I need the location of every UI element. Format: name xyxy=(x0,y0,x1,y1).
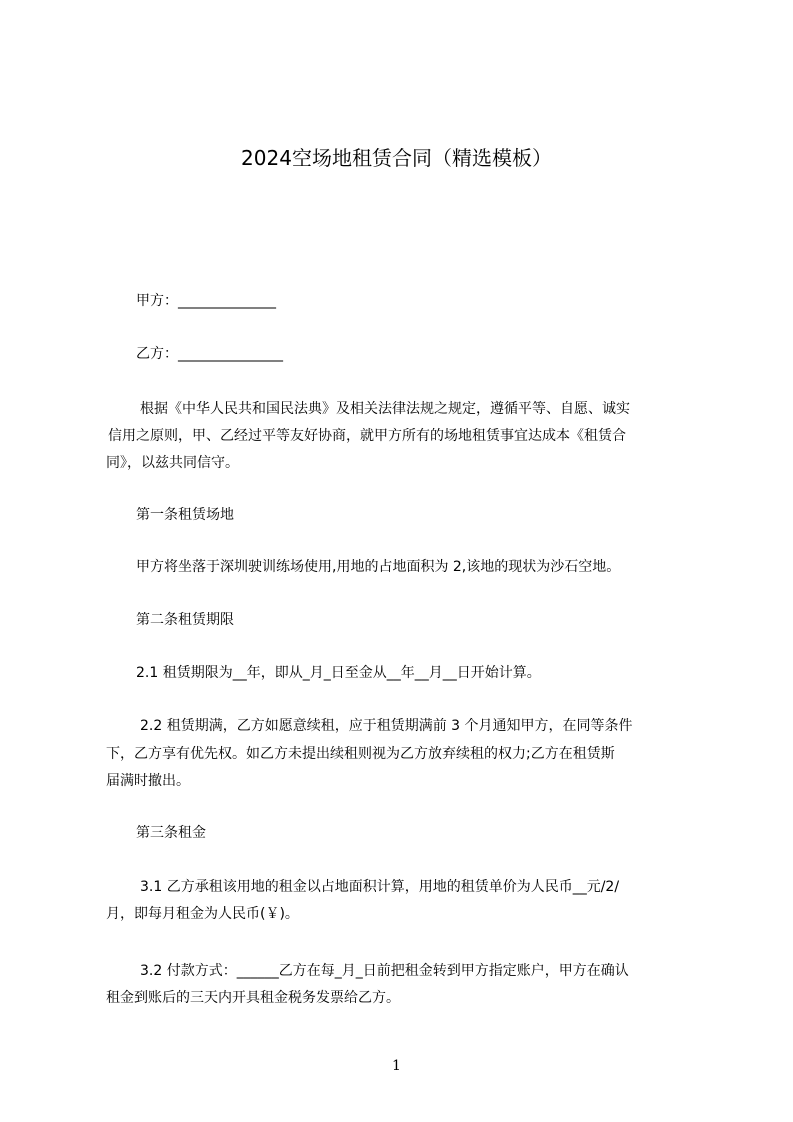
intro-line-1: 根据《中华人民共和国民法典》及相关法律法规之规定，遵循平等、自愿、诚实 xyxy=(140,401,630,417)
article-1-text: 甲方将坐落于深圳驶训练场使用,用地的占地面积为 2,该地的现状为沙石空地。 xyxy=(136,559,621,575)
clause-2-2-line-3: 届满时撤出。 xyxy=(106,773,190,789)
page-number: 1 xyxy=(392,1058,401,1074)
article-1-heading: 第一条租赁场地 xyxy=(136,507,234,523)
clause-3-1-line-1: 3.1 乙方承租该用地的租金以占地面积计算，用地的租赁单价为人民币__元/2/ xyxy=(140,879,620,895)
document-title: 2024空场地租赁合同（精选模板） xyxy=(241,146,552,170)
clause-3-2-line-2: 租金到账后的三天内开具租金税务发票给乙方。 xyxy=(106,990,400,1006)
article-3-heading: 第三条租金 xyxy=(136,825,206,841)
clause-2-1: 2.1 租赁期限为__年，即从_月_日至金从__年__月__日开始计算。 xyxy=(136,665,541,681)
intro-line-2: 信用之原则，甲、乙经过平等友好协商，就甲方所有的场地租赁事宜达成本《租赁合 xyxy=(108,428,626,444)
clause-3-1-line-2: 月，即每月租金为人民币(￥)。 xyxy=(106,906,299,922)
clause-2-2-line-2: 下，乙方享有优先权。如乙方未提出续租则视为乙方放弃续租的权力;乙方在租赁斯 xyxy=(106,746,615,762)
article-2-heading: 第二条租赁期限 xyxy=(136,612,234,628)
party-a-line: 甲方：______________ xyxy=(136,293,276,309)
clause-3-2-line-1: 3.2 付款方式：______乙方在每_月_日前把租金转到甲方指定账户，甲方在确认 xyxy=(140,963,629,979)
party-b-line: 乙方：_______________ xyxy=(136,346,283,362)
clause-2-2-line-1: 2.2 租赁期满，乙方如愿意续租，应于租赁期满前 3 个月通知甲方，在同等条件 xyxy=(140,718,633,734)
intro-line-3: 同》，以兹共同信守。 xyxy=(106,455,239,471)
